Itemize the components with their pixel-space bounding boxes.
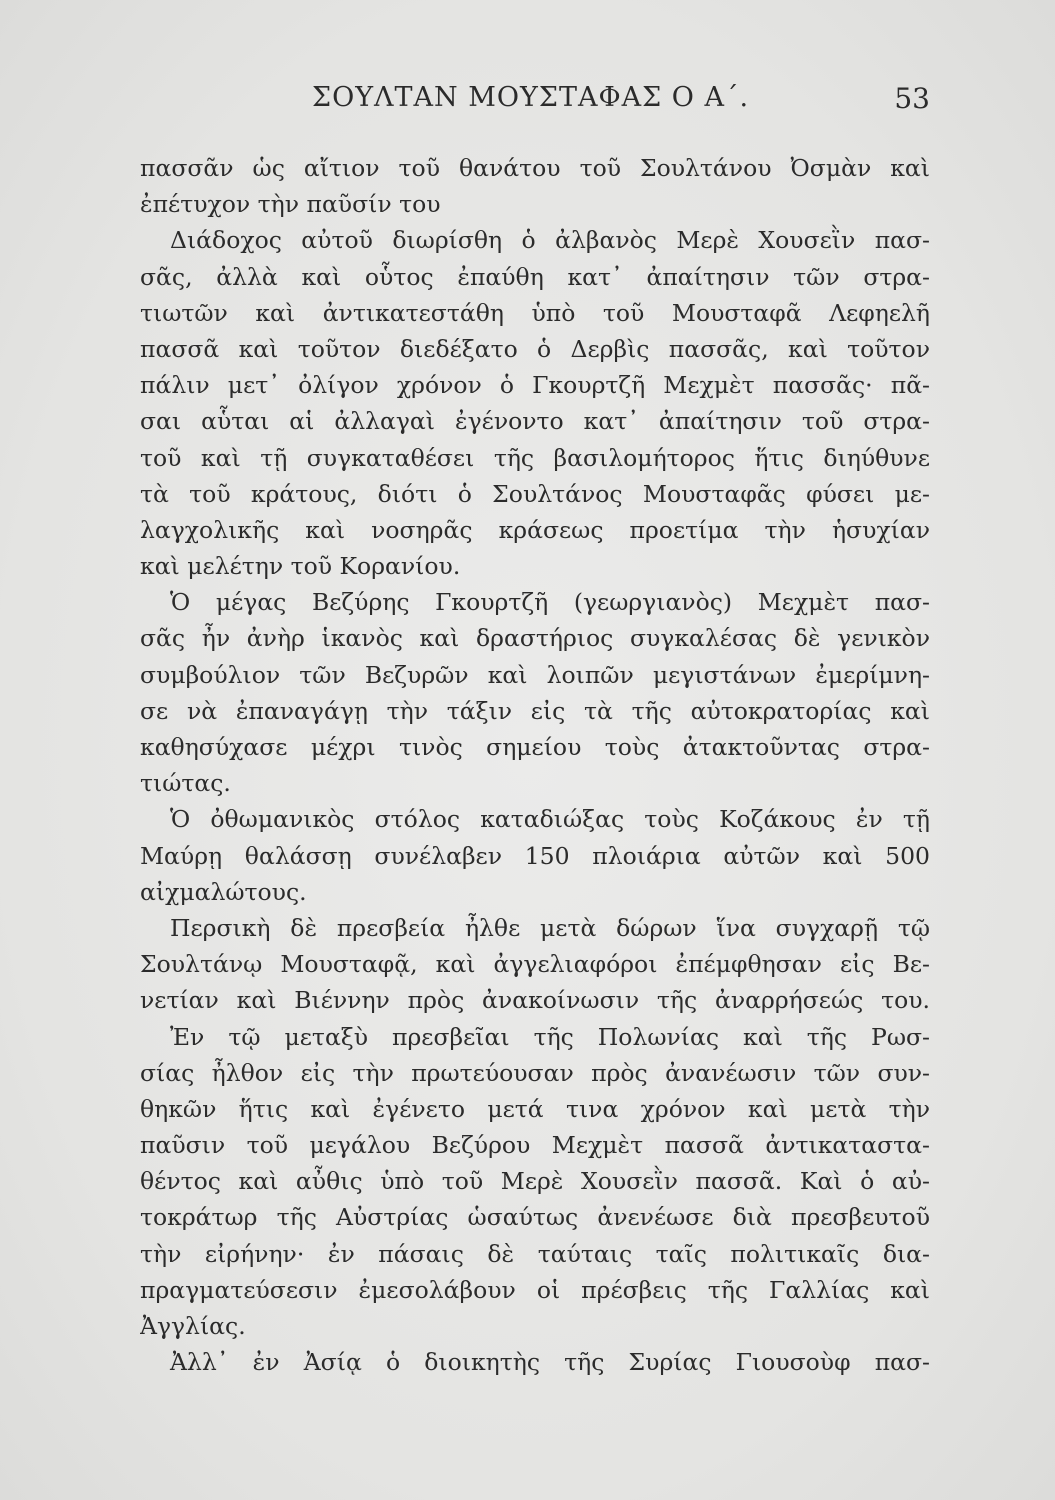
text-line: Περσικὴ δὲ πρεσβεία ἦλθε μετὰ δώρων ἵνα συγχαρῇ τῷ [170,913,930,942]
page-number: 53 [894,82,930,115]
text-line: συμβούλιον τῶν Βεζυρῶν καὶ λοιπῶν μεγιστάνων ἐμερίμνη- [140,660,930,689]
text-line: θέντος καὶ αὖθις ὑπὸ τοῦ Μερὲ Χουσεῒν πασσᾶ. Καὶ ὁ αὐ- [140,1167,930,1196]
text-line: Ἐν τῷ μεταξὺ πρεσβεῖαι τῆς Πολωνίας καὶ τῆς Ρωσ- [170,1022,930,1051]
body-text [140,150,930,1380]
text-line: Σουλτάνῳ Μουσταφᾷ, καὶ ἀγγελιαφόροι ἐπέμφθησαν εἰς Βε- [140,950,930,979]
text-line: καὶ μελέτην τοῦ Κορανίου. [140,552,461,581]
running-title: ΣΟΥΛΤΑΝ ΜΟΥΣΤΑΦΑΣ Ο Α΄. [312,82,750,113]
text-line: λαγχολικῆς καὶ νοσηρᾶς κράσεως προετίμα τὴν ἡσυχίαν [140,515,930,544]
text-line: τὴν εἰρήνην· ἐν πάσαις δὲ ταύταις ταῖς πολιτικαῖς δια- [140,1239,930,1268]
text-line: πάλιν μετ᾽ ὀλίγον χρόνον ὁ Γκουρτζῆ Μεχμὲτ πασσᾶς· πᾶ- [140,371,930,400]
text-line: παῦσιν τοῦ μεγάλου Βεζύρου Μεχμὲτ πασσᾶ ἀντικαταστα- [140,1131,930,1160]
text-line: σε νὰ ἐπαναγάγῃ τὴν τάξιν εἰς τὰ τῆς αὐτοκρατορίας καὶ [140,696,930,725]
text-line: καθησύχασε μέχρι τινὸς σημείου τοὺς ἀτακτοῦντας στρα- [140,733,930,761]
text-line: Ὁ μέγας Βεζύρης Γκουρτζῆ (γεωργιανὸς) Μεχμὲτ πασ- [170,588,930,617]
text-line: τοῦ καὶ τῇ συγκαταθέσει τῆς βασιλομήτορος ἥτις διηύθυνε [140,443,930,472]
text-line: Μαύρῃ θαλάσσῃ συνέλαβεν 150 πλοιάρια αὐτῶν καὶ 500 [140,841,930,870]
text-line: αἰχμαλώτους. [140,877,307,906]
text-line: σίας ἦλθον εἰς τὴν πρωτεύουσαν πρὸς ἀνανέωσιν τῶν συν- [140,1058,930,1087]
text-line: πραγματεύσεσιν ἐμεσολάβουν οἱ πρέσβεις τῆς Γαλλίας καὶ [140,1275,930,1304]
text-line: Διάδοχος αὐτοῦ διωρίσθη ὁ ἀλβανὸς Μερὲ Χουσεῒν πασ- [170,226,930,255]
text-line: τὰ τοῦ κράτους, διότι ὁ Σουλτάνος Μουσταφᾶς φύσει με- [140,479,930,508]
text-line: τιώτας. [140,769,231,798]
text-line: Ὁ ὀθωμανικὸς στόλος καταδιώξας τοὺς Κοζάκους ἐν τῇ [170,805,930,834]
text-line: πασσᾶ καὶ τοῦτον διεδέξατο ὁ Δερβὶς πασσᾶς, καὶ τοῦτον [140,334,930,363]
text-line: Ἀλλ᾽ ἐν Ἀσίᾳ ὁ διοικητὴς τῆς Συρίας Γιουσοὺφ πασ- [170,1348,930,1377]
text-line: τοκράτωρ τῆς Αὐστρίας ὡσαύτως ἀνενέωσε διὰ πρεσβευτοῦ [140,1203,930,1232]
text-line: τιωτῶν καὶ ἀντικατεστάθη ὑπὸ τοῦ Μουσταφᾶ Λεφηελῆ [140,298,930,327]
text-line: ἐπέτυχον τὴν παῦσίν του [140,190,441,219]
text-line: θηκῶν ἥτις καὶ ἐγένετο μετά τινα χρόνον καὶ μετὰ τὴν [140,1094,930,1123]
text-line: σαι αὗται αἱ ἀλλαγαὶ ἐγένοντο κατ᾽ ἀπαίτησιν τοῦ στρα- [140,407,930,436]
text-line: σᾶς ἦν ἀνὴρ ἱκανὸς καὶ δραστήριος συγκαλέσας δὲ γενικὸν [140,624,930,653]
text-line: σᾶς, ἀλλὰ καὶ οὗτος ἐπαύθη κατ᾽ ἀπαίτησιν τῶν στρα- [140,262,930,291]
text-line: πασσᾶν ὡς αἴτιον τοῦ θανάτου τοῦ Σουλτάνου Ὀσμὰν καὶ [140,154,930,182]
page-header [140,82,930,122]
text-line: νετίαν καὶ Βιέννην πρὸς ἀνακοίνωσιν τῆς ἀναρρήσεώς του. [140,986,930,1015]
text-line: Ἀγγλίας. [140,1312,246,1340]
